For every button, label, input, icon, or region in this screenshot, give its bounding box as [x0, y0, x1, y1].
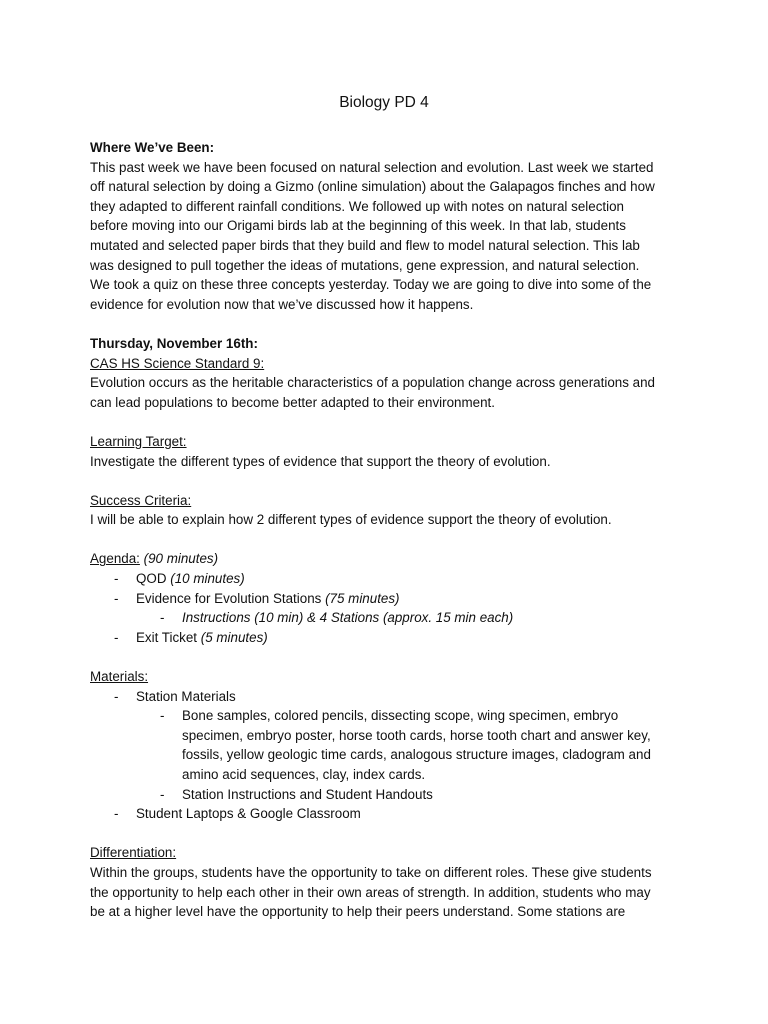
materials-item: [90, 687, 690, 707]
learning-target-label: Learning Target:: [90, 433, 187, 449]
agenda-subitem: [90, 608, 690, 628]
differentiation-line: be at a higher level have the opportunity to help their peers understand. Some stations are: [90, 904, 626, 920]
materials-label: Materials:: [90, 669, 149, 685]
materials-subitem-line: Bone samples, colored pencils, dissecting scope, wing specimen, embryo: [182, 708, 619, 724]
list-dash: -: [160, 708, 165, 724]
materials-subitem-line: Station Instructions and Student Handouts: [182, 786, 433, 802]
where-line: mutated and selected paper birds that they build and flew to model natural selection. This lab: [90, 237, 640, 253]
agenda-heading: [90, 549, 690, 569]
agenda-label: Agenda:: [90, 551, 140, 567]
materials-subitem-line: specimen, embryo poster, horse tooth cards, horse tooth chart and answer key,: [182, 727, 651, 743]
materials-item-text: Student Laptops & Google Classroom: [136, 806, 361, 822]
materials-item-text: Station Materials: [136, 688, 236, 704]
materials-item: [90, 804, 690, 824]
where-line: This past week we have been focused on natural selection and evolution. Last week we started: [90, 159, 654, 175]
list-dash: -: [160, 786, 165, 802]
materials-subitem-line: fossils, yellow geologic time cards, analogous structure images, cladogram and: [182, 747, 651, 763]
materials-subitem: [90, 706, 690, 726]
differentiation-line: Within the groups, students have the opportunity to take on different roles. These give students: [90, 864, 652, 880]
list-dash: -: [114, 571, 119, 587]
differentiation-line: the opportunity to help each other in their own areas of strength. In addition, students who may: [90, 884, 651, 900]
list-dash: -: [114, 806, 119, 822]
materials-subitem-line: amino acid sequences, clay, index cards.: [182, 767, 426, 782]
where-line: was designed to pull together the ideas of mutations, gene expression, and natural selection.: [90, 257, 640, 273]
agenda-item-note: (5 minutes): [200, 629, 268, 645]
where-line: We took a quiz on these three concepts yesterday. Today we are going to dive into some of the: [90, 277, 652, 293]
agenda-item-text: Exit Ticket: [136, 629, 198, 645]
agenda-item-note: (10 minutes): [170, 571, 245, 587]
standard-label: CAS HS Science Standard 9:: [90, 355, 265, 371]
where-heading: Where We’ve Been:: [90, 140, 215, 155]
learning-target-text: Investigate the different types of evidence that support the theory of evolution.: [90, 453, 551, 469]
list-dash: -: [114, 688, 119, 704]
page-title: Biology PD 4: [339, 94, 429, 111]
where-line: evidence for evolution now that we’ve discussed how it happens.: [90, 296, 474, 312]
where-line: they adapted to different rainfall conditions. We followed up with notes on natural selection: [90, 198, 624, 214]
differentiation-label: Differentiation:: [90, 845, 177, 861]
agenda-item-note: (75 minutes): [325, 590, 400, 606]
agenda-item-text: QOD: [136, 571, 167, 587]
success-criteria-text: I will be able to explain how 2 different types of evidence support the theory of evolution.: [90, 512, 612, 528]
where-line: before moving into our Origami birds lab at the beginning of this week. In that lab, students: [90, 218, 626, 234]
list-dash: -: [114, 629, 119, 645]
thursday-heading: Thursday, November 16th:: [90, 335, 258, 351]
agenda-item-text: Evidence for Evolution Stations: [136, 590, 322, 606]
agenda-duration: (90 minutes): [143, 551, 219, 567]
document-body: [90, 138, 690, 922]
agenda-item: [90, 589, 690, 609]
success-criteria-label: Success Criteria:: [90, 492, 192, 508]
standard-line: can lead populations to become better adapted to their environment.: [90, 394, 495, 410]
standard-line: Evolution occurs as the heritable characteristics of a population change across generations and: [90, 375, 655, 391]
agenda-item: [90, 569, 690, 589]
agenda-item: [90, 628, 690, 648]
where-line: off natural selection by doing a Gizmo (online simulation) about the Galapagos finches and how: [90, 179, 655, 195]
materials-subitem: [90, 785, 690, 805]
list-dash: -: [160, 610, 165, 626]
list-dash: -: [114, 590, 119, 606]
agenda-subitem-text: Instructions (10 min) & 4 Stations (approx. 15 min each): [182, 610, 514, 626]
